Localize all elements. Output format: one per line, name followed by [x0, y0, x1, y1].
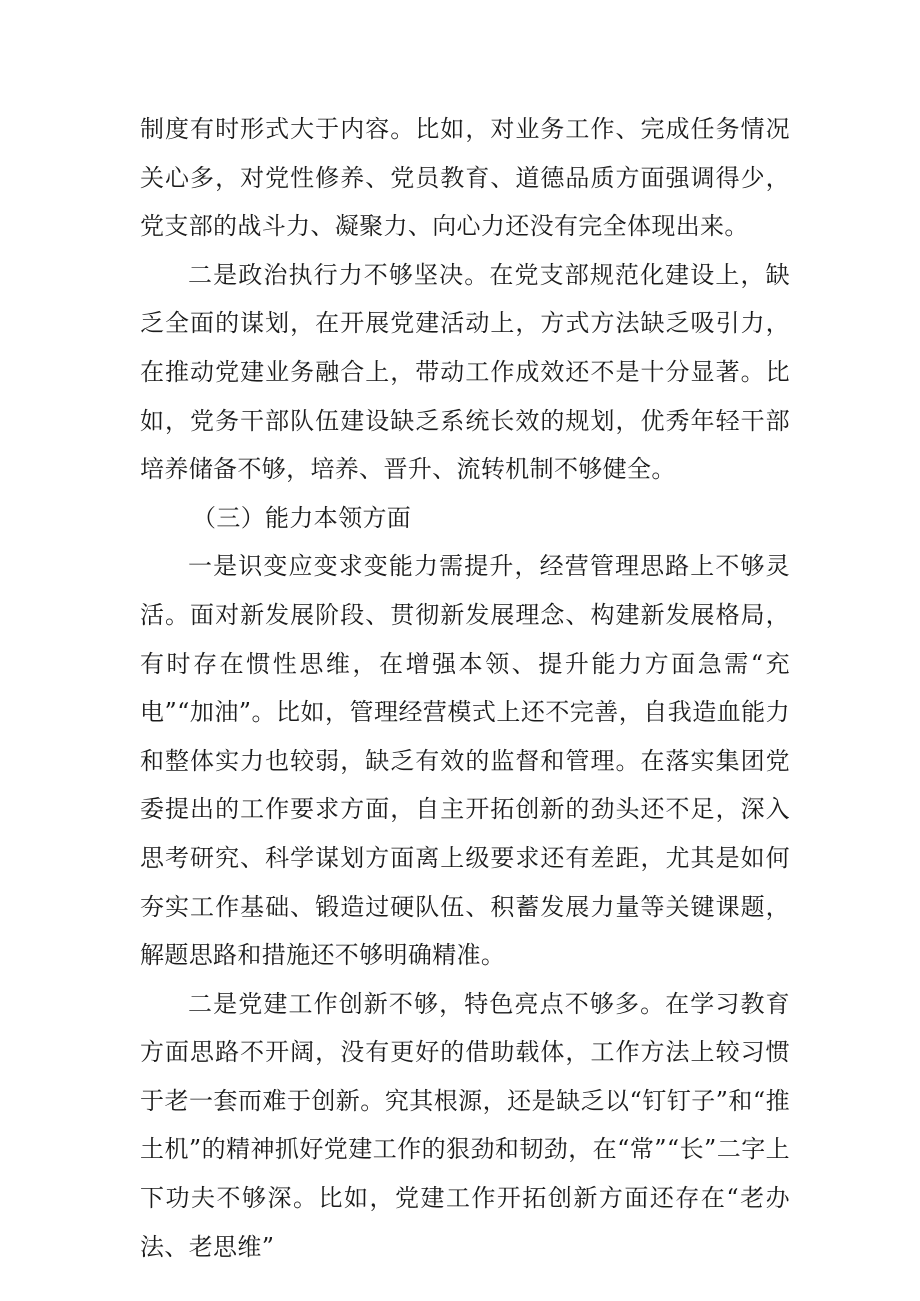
paragraph-innovation: 二是党建工作创新不够，特色亮点不够多。在学习教育方面思路不开阔，没有更好的借助载体，工作方法上较习惯于老一套而难于创新。究其根源，还是缺乏以“钉钉子”和“推土机”的精神抓好党建工作的狠劲和韧劲，在“常”“长”二字上下功夫不够深。比如，党建工作开拓创新方面还存在“老办法、老思维”	[140, 989, 790, 1261]
document-body	[140, 105, 790, 1271]
paragraph-continuation: 制度有时形式大于内容。比如，对业务工作、完成任务情况关心多，对党性修养、党员教育、道德品质方面强调得少，党支部的战斗力、凝聚力、向心力还没有完全体现出来。	[140, 115, 790, 241]
section-heading-ability: （三）能力本领方面	[192, 503, 412, 532]
paragraph-adaptability: 一是识变应变求变能力需提升，经营管理思路上不够灵活。面对新发展阶段、贯彻新发展理念、构建新发展格局，有时存在惯性思维，在增强本领、提升能力方面急需“充电”“加油”。比如，管理经营模式上还不完善，自我造血能力和整体实力也较弱，缺乏有效的监督和管理。在落实集团党委提出的工作要求方面，自主开拓创新的劲头还不足，深入思考研究、科学谋划方面离上级要求还有差距，尤其是如何夯实工作基础、锻造过硬队伍、积蓄发展力量等关键课题，解题思路和措施还不够明确精准。	[140, 552, 790, 970]
paragraph-political-execution: 二是政治执行力不够坚决。在党支部规范化建设上，缺乏全面的谋划，在开展党建活动上，方式方法缺乏吸引力，在推动党建业务融合上，带动工作成效还不是十分显著。比如，党务干部队伍建设缺乏系统长效的规划，优秀年轻干部培养储备不够，培养、晋升、流转机制不够健全。	[140, 260, 790, 484]
